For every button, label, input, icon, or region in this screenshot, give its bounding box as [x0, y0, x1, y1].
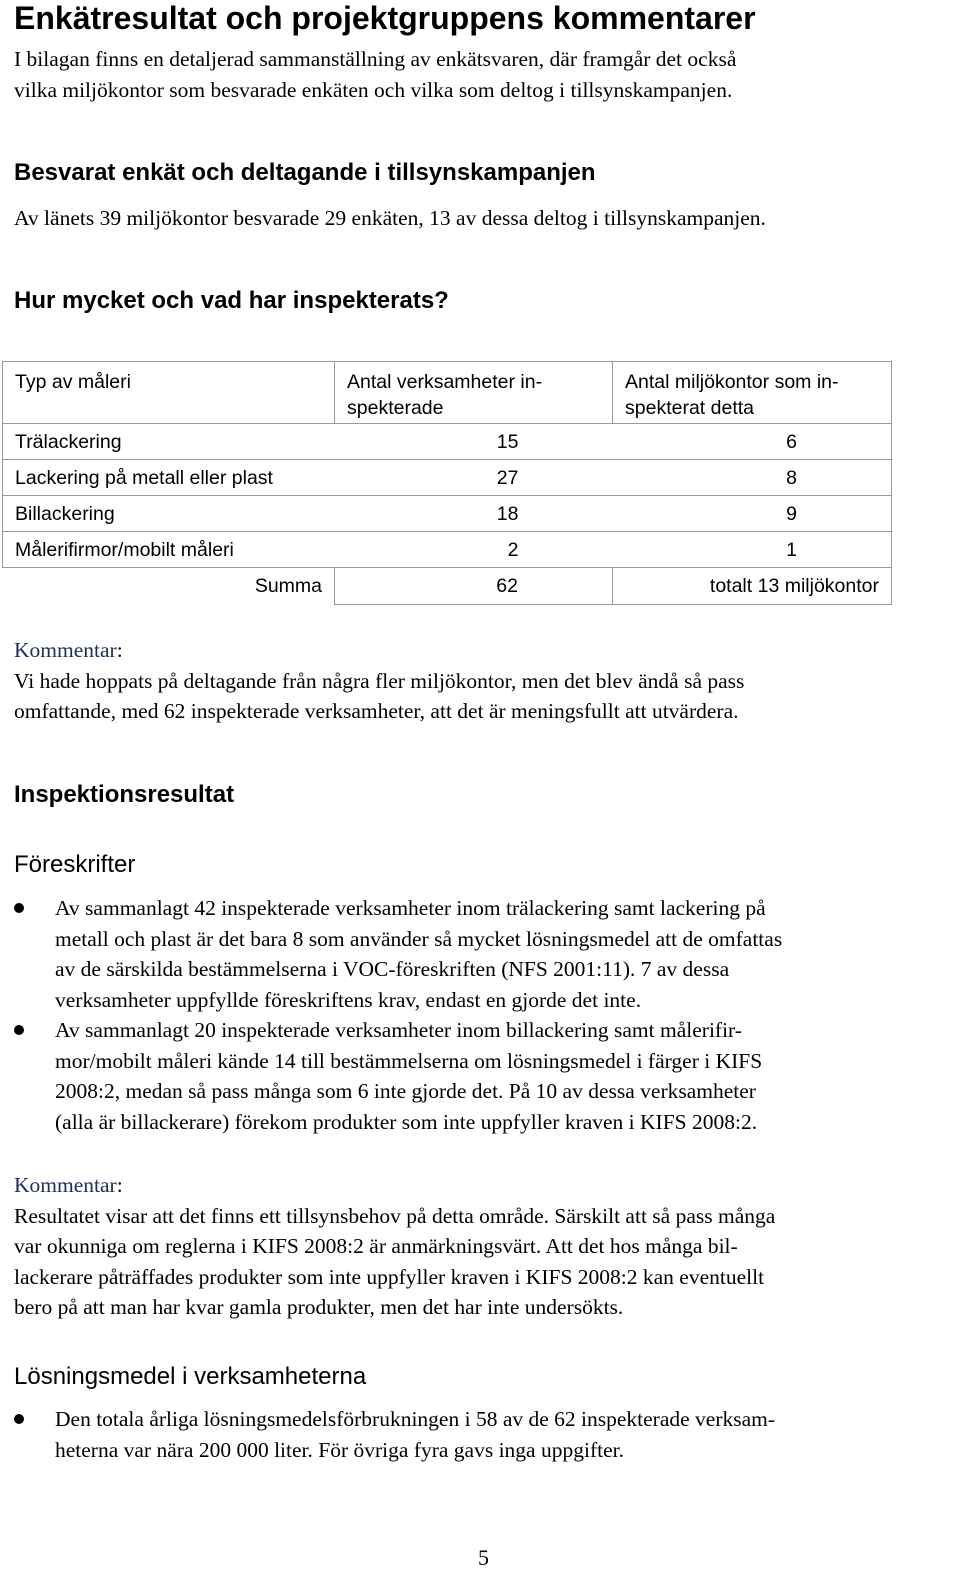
table-row: [3, 460, 892, 496]
bullet-icon: [14, 1025, 24, 1035]
sum-inspected: 62: [335, 568, 613, 605]
bullet-item: Av sammanlagt 20 inspekterade verksamheter inom billackering samt målerifir- mor/mobilt måleri kände 14 till bestämmelserna om lösningsmedel i färger i KIFS 2008:2, medan så pass många som 6 inte gjorde det. På 10 av dessa verksamheter (alla är billackerare) förekom produkter som inte uppfyller kraven i KIFS 2008:2.: [55, 1018, 763, 1134]
comment-label-line: [14, 1170, 775, 1201]
subheading-solvents: Lösningsmedel i verksamheterna: [14, 1363, 367, 1390]
cell-inspected: 27: [335, 460, 613, 496]
comment-line: omfattande, med 62 inspekterade verksamheter, att det är meningsfullt att utvärdera.: [14, 699, 739, 723]
survey-paragraph: [14, 203, 766, 234]
comment-colon: :: [116, 1173, 123, 1197]
bullet-item: Den totala årliga lösningsmedelsförbrukningen i 58 av de 62 inspekterade verksam- heterna var nära 200 000 liter. För övriga fyra gavs inga uppgifter.: [55, 1407, 776, 1462]
comment-line: Vi hade hoppats på deltagande från några fler miljökontor, men det blev ändå så pass: [14, 668, 745, 693]
header-cell-offices: Antal miljökontor som in- spekterat detta: [613, 362, 892, 424]
cell-type: Målerifirmor/mobilt måleri: [3, 532, 335, 568]
table-row: [3, 496, 892, 532]
cell-inspected: 2: [335, 532, 613, 568]
comment-line: lackerare påträffades produkter som inte uppfyller kraven i KIFS 2008:2 kan eventuellt: [14, 1264, 765, 1289]
header-cell-type: Typ av måleri: [3, 362, 335, 424]
cell-type: Billackering: [3, 496, 335, 532]
cell-inspected: 15: [335, 424, 613, 460]
comment-colon: :: [116, 638, 123, 662]
comment-line: Resultatet visar att det finns ett tillsynsbehov på detta område. Särskilt att så pass många: [14, 1203, 776, 1228]
inspection-table: [2, 361, 892, 605]
comment-line: bero på att man har kvar gamla produkter, men det har inte undersökts.: [14, 1295, 624, 1319]
section-heading-inspected: Hur mycket och vad har inspekterats?: [14, 287, 449, 314]
page-number: 5: [478, 1545, 489, 1570]
comment-label: Kommentar: [14, 1173, 117, 1197]
table-row: [3, 424, 892, 460]
comment-block: [14, 635, 744, 727]
section-heading-survey: Besvarat enkät och deltagande i tillsynskampanjen: [14, 159, 596, 186]
cell-offices: 6: [613, 424, 892, 460]
sum-label: Summa: [3, 568, 335, 605]
section-heading-results: Inspektionsresultat: [14, 781, 235, 808]
bullet-icon: [14, 903, 24, 913]
cell-offices: 8: [613, 460, 892, 496]
comment-line: var okunniga om reglerna i KIFS 2008:2 är anmärkningsvärt. Att det hos många bil-: [14, 1234, 738, 1258]
subheading-regulations: Föreskrifter: [14, 851, 136, 878]
bullet-item: Av sammanlagt 42 inspekterade verksamheter inom trälackering samt lackering på metall och plast är det bara 8 som använder så mycket lösningsmedel att de omfattas av de särskilda bestämmelserna i VOC-föreskriften (NFS 2001:11). 7 av dessa verksamheter uppfyllde föreskriftens krav, endast en gjorde det inte.: [55, 896, 783, 1012]
intro-line: vilka miljökontor som besvarade enkäten och vilka som deltog i tillsynskampanjen.: [14, 77, 733, 102]
intro-paragraph: [14, 44, 736, 105]
cell-type: Lackering på metall eller plast: [3, 460, 335, 496]
table-header-row: [3, 362, 892, 424]
comment-label-line: [14, 635, 744, 666]
cell-offices: 9: [613, 496, 892, 532]
survey-text: Av länets 39 miljökontor besvarade 29 enkäten, 13 av dessa deltog i tillsynskampanjen.: [14, 206, 766, 230]
intro-line: I bilagan finns en detaljerad sammanställning av enkätsvaren, där framgår det också: [14, 47, 737, 71]
header-cell-inspected: Antal verksamheter in- spekterade: [335, 362, 613, 424]
cell-offices: 1: [613, 532, 892, 568]
page-title: Enkätresultat och projektgruppens kommentarer: [14, 0, 756, 36]
cell-type: Trälackering: [3, 424, 335, 460]
table-sum-row: [3, 568, 892, 605]
bullet-icon: [14, 1414, 24, 1424]
comment-label: Kommentar: [14, 638, 117, 662]
comment-block: [14, 1170, 775, 1323]
sum-offices: totalt 13 miljökontor: [613, 568, 892, 605]
cell-inspected: 18: [335, 496, 613, 532]
table-row: [3, 532, 892, 568]
